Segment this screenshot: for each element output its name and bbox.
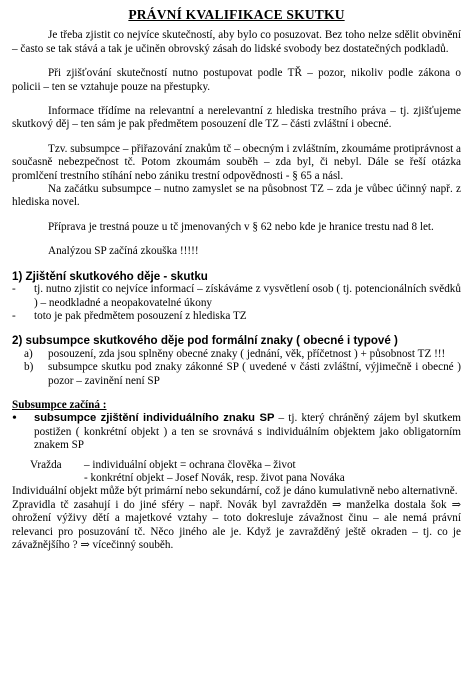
intro-paragraph-3: Informace třídíme na relevantní a nerelevantní z hlediska trestního práva – tj. zjišťujeme skutkový děj – ten sám je pak předmětem posouzení dle TZ – části zvláštní i obecné. <box>12 105 461 131</box>
intro-paragraph-2: Při zjišťování skutečností nutno postupovat podle TŘ – pozor, nikoliv podle zákona o policii – ten se vztahuje pouze na přestupky. <box>12 67 461 93</box>
bullet-rest-text: – tj. který chráněný zájem byl skutkem postižen ( konkrétní objekt ) a ten se srovnává s individuálním objektem jako obligatorním znakem SP <box>34 412 461 452</box>
list-item-text <box>34 412 461 452</box>
list-item-text: tj. nutno zjistit co nejvíce informací – získáváme z vysvětlení osob ( tj. potencionálních svědků ) – neodkladné a neopakovatelné úkony <box>34 283 461 309</box>
list-item <box>12 361 461 388</box>
list-item <box>12 310 461 323</box>
intro-paragraph-4: Tzv. subsumpce – přiřazování znakům tč – obecným i zvláštním, zkoumáme protiprávnost a současně nebezpečnost tč. Potom zkoumám souběh – zda byl, či nebyl. Dále se řeší otázka promlčení trestního stíhání nebo zániku trestní odpovědnosti - § 65 a násl. <box>12 142 461 182</box>
bullet-bold-text: subsumpce zjištění individuálního znaku SP <box>34 412 275 425</box>
intro-paragraph-1: Je třeba zjistit co nejvíce skutečností, aby bylo co posuzovat. Bez toho nelze sdělit obvinění – často se tak stává a tak je učiněn obrovský zásah do lidské svobody bez dostatečných podkladů. <box>12 29 461 55</box>
body-paragraph-objekt: Individuální objekt může být primární nebo sekundární, což je dáno kumulativně nebo alternativně. <box>12 485 458 498</box>
intro-paragraph-6: Příprava je trestná pouze u tč jmenovaných v § 62 nebo kde je hranice trestu nad 8 let. <box>48 220 434 233</box>
vrazda-label: Vražda <box>30 458 62 471</box>
document-title: PRÁVNÍ KVALIFIKACE SKUTKU <box>128 7 345 22</box>
intro-paragraph-7: Analýzou SP začíná zkouška !!!!! <box>48 245 199 258</box>
list-item <box>12 348 461 361</box>
body-paragraph-zpravidla: Zpravidla tč zasahují i do jiné sféry – např. Novák byl zavražděn ⇒ manželka dostala šok ⇒ ohrožení výživy dětí a majetkové vztahy – toto dokresluje závažnost činu – ale nemá právní relevanci pro posuzování tč. Něco jiného ale je. Když je zavražděný ještě okraden – tj. co je závažnějšího ? ⇒ vícečinný souběh. <box>12 498 461 551</box>
bullet-icon: • <box>12 411 17 427</box>
vrazda-row-2 <box>12 472 461 485</box>
section2-heading: 2) subsumpce skutkového děje pod formální znaky ( obecné i typové ) <box>12 334 398 348</box>
dash-marker: - <box>12 309 16 322</box>
section3-heading: Subsumpce začíná : <box>12 398 107 411</box>
vrazda-row-1 <box>12 459 461 472</box>
vrazda-line-1: – individuální objekt = ochrana člověka – život <box>84 458 296 471</box>
list-item-text: posouzení, zda jsou splněny obecné znaky ( jednání, věk, příčetnost ) + působnost TZ !!! <box>48 347 446 360</box>
vrazda-line-2: - konkrétní objekt – Josef Novák, resp. život pana Nováka <box>84 471 345 484</box>
list-item <box>12 283 461 310</box>
list-item-text: toto je pak předmětem posouzení z hlediska TZ <box>34 309 247 322</box>
letter-marker: b) <box>24 361 34 374</box>
list-item <box>12 412 461 452</box>
list-item-text: subsumpce skutku pod znaky zákonné SP ( uvedené v části zvláštní, výjimečně i obecné ) pozor – zavinění není SP <box>48 361 461 387</box>
section1-heading: 1) Zjištění skutkového děje - skutku <box>12 269 208 283</box>
intro-paragraph-5: Na začátku subsumpce – nutno zamyslet se na působnost TZ – zda je vůbec účinný např. z hlediska novel. <box>12 183 461 209</box>
letter-marker: a) <box>24 347 33 360</box>
dash-marker: - <box>12 283 16 296</box>
